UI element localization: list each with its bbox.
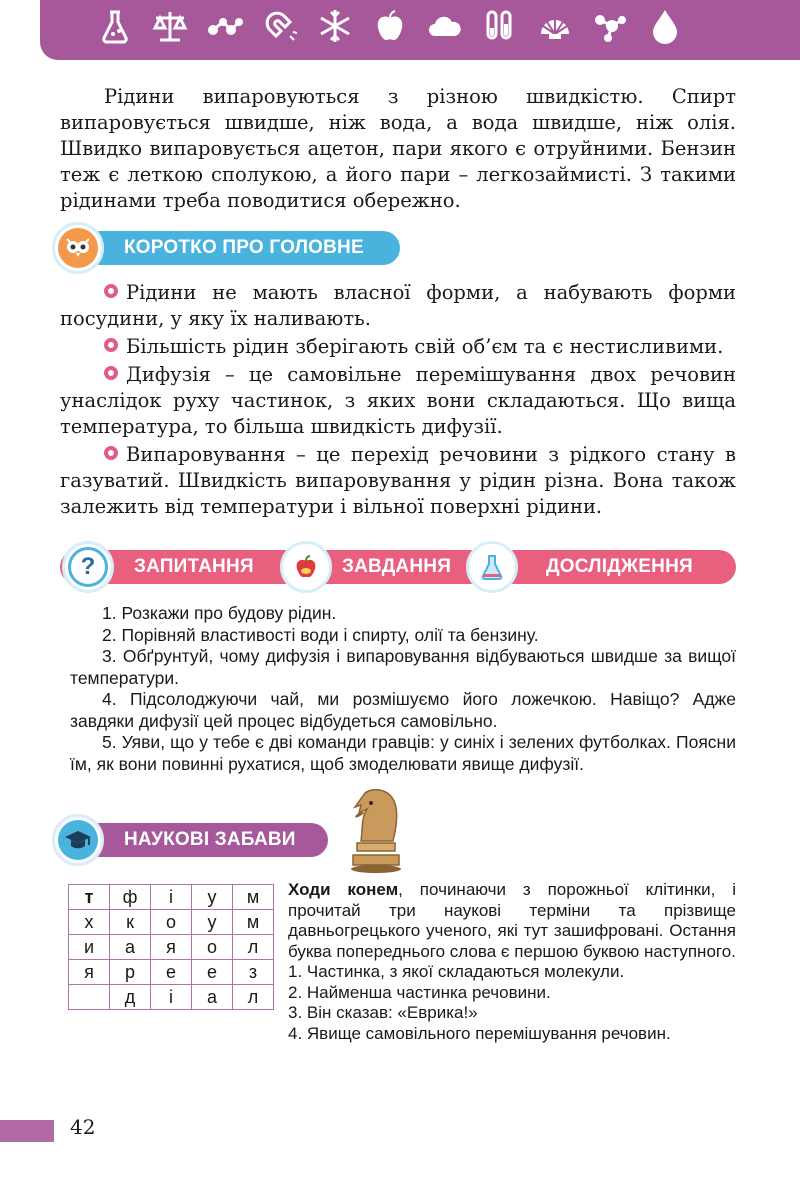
molecule-icon	[205, 6, 245, 46]
summary-item: Випаровування – це перехід речовини з рідкого стану в газуватий. Швидкість випаровування у рідин різна. Вона також залежить від температури і вільної поверхні рідини.	[60, 443, 736, 518]
clue-item: 1. Частинка, з якої складаються молекули.	[288, 962, 625, 981]
clue-item: 4. Явище самовільного перемішування речовин.	[288, 1023, 671, 1043]
cloud-icon	[425, 6, 465, 46]
grid-cell: л	[233, 985, 274, 1010]
grid-cell: у	[192, 885, 233, 910]
grid-row	[69, 960, 274, 985]
grid-row	[69, 985, 274, 1010]
summary-item: Дифузія – це самовільне перемішування двох речовин унаслідок руху частинок, з яких вони складаються. Що вища температура, то більша швидкість дифузії.	[60, 363, 736, 438]
grid-cell	[69, 985, 110, 1010]
graduation-cap-icon	[58, 820, 98, 860]
shell-icon	[535, 6, 575, 46]
header-icons	[95, 6, 685, 46]
test-tubes-icon	[480, 6, 520, 46]
header-bar	[40, 0, 800, 60]
grid-cell: м	[233, 910, 274, 935]
apple-badge	[280, 541, 332, 593]
bullet-icon	[104, 366, 118, 380]
grid-cell: р	[110, 960, 151, 985]
grid-cell: а	[110, 935, 151, 960]
puzzle-intro-bold: Ходи конем	[288, 880, 399, 899]
intro-text	[60, 84, 736, 214]
flask-icon	[472, 547, 512, 587]
questions-list	[70, 603, 736, 775]
grid-cell: я	[151, 935, 192, 960]
grid-cell: х	[69, 910, 110, 935]
grid-cell: к	[110, 910, 151, 935]
grid-cell: т	[69, 885, 110, 910]
grid-cell: я	[69, 960, 110, 985]
tasks-header	[60, 550, 736, 584]
question-item: 2. Порівняй властивості води і спирту, олії та бензину.	[102, 624, 539, 645]
grid-cell: з	[233, 960, 274, 985]
grid-cell: л	[233, 935, 274, 960]
snowflake-icon	[315, 6, 355, 46]
grid-row	[69, 935, 274, 960]
scales-icon	[150, 6, 190, 46]
question-item: 1. Розкажи про будову рідин.	[102, 603, 337, 623]
molecule-icon	[590, 6, 630, 46]
question-icon-badge	[62, 541, 114, 593]
flask-icon	[95, 6, 135, 46]
owl-icon-badge	[52, 222, 104, 274]
summary-title: КОРОТКО ПРО ГОЛОВНЕ	[124, 237, 364, 258]
bullet-icon	[104, 446, 118, 460]
summary-list	[60, 280, 736, 522]
chess-knight-icon	[345, 783, 405, 875]
summary-item: Більшість рідин зберігають свій об’єм та є нестисливими.	[60, 334, 736, 360]
question-icon: ?	[68, 547, 108, 587]
grid-cell: а	[192, 985, 233, 1010]
apple-icon	[286, 547, 326, 587]
bullet-icon	[104, 284, 118, 298]
grid-cell: і	[151, 985, 192, 1010]
intro-paragraph: Рідини випаровуються з різною швидкістю. Спирт випаровується швидше, ніж вода, а вода швидше, ніж олія. Швидко випаровується ацетон, пари якого є отруйними. Бензин теж є леткою сполукою, а його пари – легкозаймисті. З такими рідинами треба поводитися обережно.	[60, 85, 736, 212]
tab-questions: ЗАПИТАННЯ	[134, 556, 254, 577]
grid-cell: о	[151, 910, 192, 935]
grid-row	[69, 885, 274, 910]
question-item: 4. Підсолоджуючи чай, ми розмішуємо його ложечкою. Навіщо? Адже завдяки дифузії цей процес відбудеться самовільно.	[70, 689, 736, 731]
grid-cell: и	[69, 935, 110, 960]
drop-icon	[645, 6, 685, 46]
clue-item: 2. Найменша частинка речовини.	[288, 982, 551, 1002]
puzzle-intro-rest: , починаючи з порожньої клітинки, і прочитай три наукові терміни та прізвище давньогрецького ученого, які тут зашифровані. Остання буква попереднього слова є першою буквою наступного.	[288, 880, 737, 961]
grid-cell: е	[192, 960, 233, 985]
tab-research: ДОСЛІДЖЕННЯ	[546, 556, 693, 577]
puzzle-text	[288, 880, 736, 1044]
bullet-icon	[104, 338, 118, 352]
question-item: 5. Уяви, що у тебе є дві команди гравців: у синіх і зелених футболках. Поясни їм, як вони повинні рухатися, щоб змоделювати явище дифузії.	[70, 732, 736, 774]
summary-item: Рідини не мають власної форми, а набувають форми посудини, у яку їх наливають.	[60, 281, 736, 330]
grid-cell: і	[151, 885, 192, 910]
owl-icon	[58, 228, 98, 268]
tab-assignments: ЗАВДАННЯ	[342, 556, 452, 577]
magnet-icon	[260, 6, 300, 46]
grid-cell: д	[110, 985, 151, 1010]
apple-icon	[370, 6, 410, 46]
graduation-cap-badge	[52, 814, 104, 866]
puzzle-intro	[288, 880, 736, 962]
page-number: 42	[70, 1115, 96, 1139]
fun-title: НАУКОВІ ЗАБАВИ	[124, 829, 296, 850]
grid-cell: м	[233, 885, 274, 910]
summary-header	[60, 231, 400, 265]
grid-cell: е	[151, 960, 192, 985]
grid-cell: ф	[110, 885, 151, 910]
question-item: 3. Обґрунтуй, чому дифузія і випаровування відбуваються швидше за вищої температури.	[70, 646, 736, 688]
grid-cell: о	[192, 935, 233, 960]
page-marker	[0, 1120, 54, 1142]
letter-grid	[68, 884, 274, 1010]
clue-item: 3. Він сказав: «Еврика!»	[288, 1003, 478, 1022]
grid-row	[69, 910, 274, 935]
flask-badge	[466, 541, 518, 593]
grid-cell: у	[192, 910, 233, 935]
